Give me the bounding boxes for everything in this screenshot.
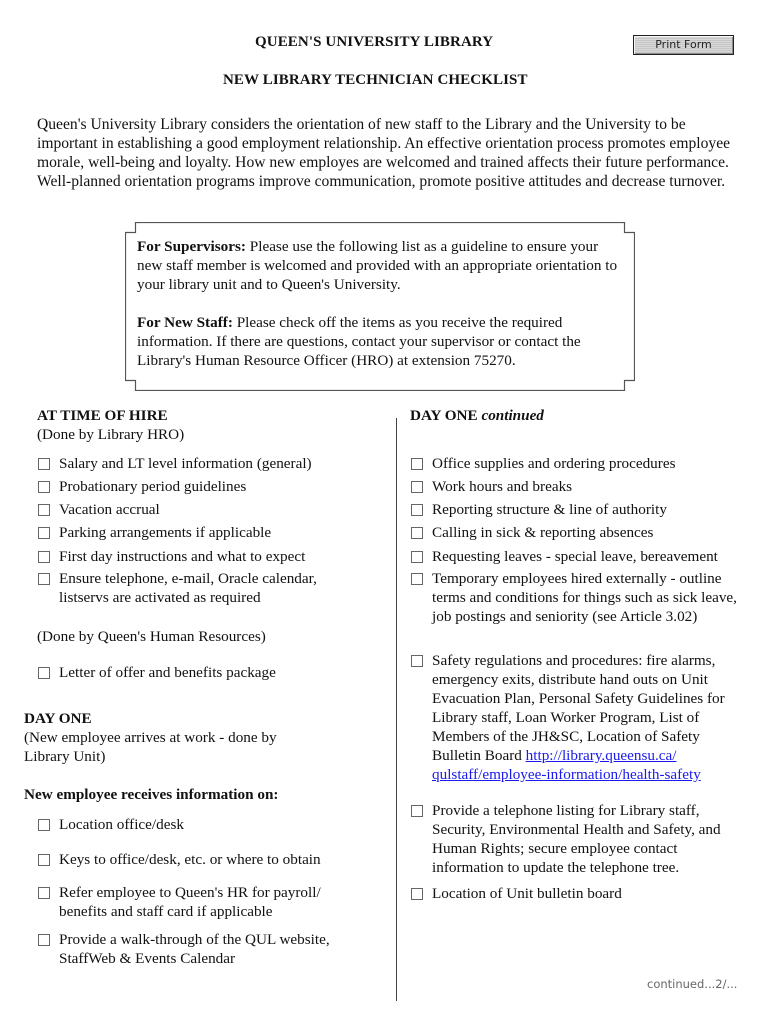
hr-subheading: (Done by Queen's Human Resources) [37, 628, 266, 645]
checkbox[interactable] [38, 934, 50, 946]
hire-heading: AT TIME OF HIRE [37, 407, 168, 424]
checklist-item: Salary and LT level information (general) [38, 454, 368, 473]
checkbox[interactable] [38, 504, 50, 516]
checkbox[interactable] [411, 458, 423, 470]
instructions-box [125, 222, 635, 391]
new-staff-text: Please check off the items as you receive the required information. If there are questions, contact your supervisor or contact the Library's Human Resource Officer (HRO) at extension 75270. [137, 314, 581, 369]
print-form-button[interactable]: Print Form [633, 35, 734, 55]
checklist-item: Ensure telephone, e-mail, Oracle calendar, listservs are activated as required [38, 569, 368, 607]
checklist-item: Parking arrangements if applicable [38, 523, 368, 542]
checklist-item: Requesting leaves - special leave, bereavement [411, 547, 756, 566]
checklist-item: Office supplies and ordering procedures [411, 454, 751, 473]
checklist-item: Calling in sick & reporting absences [411, 523, 751, 542]
checklist-item: Temporary employees hired externally - outline terms and conditions for things such as sick leave, job postings and seniority (see Article 3.02) [411, 569, 751, 626]
intro-paragraph: Queen's University Library considers the orientation of new staff to the Library and the University to be important in establishing a good employment relationship. An effective orientation process promotes employee morale, well-being and loyalty. How new employes are welcomed and trained affects their future performance. Well-planned orientation programs improve communication, promote positive attitudes and decrease turnover. [37, 116, 731, 190]
continued-italic: continued [481, 407, 544, 424]
checkbox[interactable] [38, 551, 50, 563]
checklist-item: Keys to office/desk, etc. or where to obtain [38, 850, 368, 869]
checkbox[interactable] [38, 527, 50, 539]
checkbox[interactable] [411, 481, 423, 493]
checklist-item: Probationary period guidelines [38, 477, 368, 496]
checkbox[interactable] [411, 527, 423, 539]
checklist-item: First day instructions and what to expect [38, 547, 368, 566]
checklist-item: Location office/desk [38, 815, 368, 834]
hire-subheading: (Done by Library HRO) [37, 426, 185, 443]
checkbox[interactable] [411, 805, 423, 817]
checklist-item: Reporting structure & line of authority [411, 500, 751, 519]
checklist-item: Vacation accrual [38, 500, 368, 519]
supervisors-text: Please use the following list as a guideline to ensure your new staff member is welcomed and provided with an appropriate orientation to your library unit and to Queen's University. [137, 238, 618, 293]
new-staff-note [137, 313, 627, 370]
new-staff-label: For New Staff: [137, 314, 233, 331]
org-title: QUEEN'S UNIVERSITY LIBRARY [255, 34, 494, 50]
checkbox[interactable] [38, 887, 50, 899]
form-title: NEW LIBRARY TECHNICIAN CHECKLIST [223, 72, 528, 88]
checkbox[interactable] [38, 854, 50, 866]
continued-page-note: continued...2/... [647, 977, 738, 991]
checklist-item: Location of Unit bulletin board [411, 884, 741, 903]
checkbox[interactable] [38, 481, 50, 493]
day-one-subheading: (New employee arrives at work - done by Library Unit) [24, 729, 277, 765]
checkbox[interactable] [411, 551, 423, 563]
checkbox[interactable] [38, 667, 50, 679]
checkbox[interactable] [411, 504, 423, 516]
checkbox[interactable] [411, 573, 423, 585]
health-safety-link[interactable]: http://library.queensu.ca/ qulstaff/employee-information/health-safety [432, 747, 701, 783]
day-one-heading: DAY ONE [24, 710, 92, 727]
supervisors-label: For Supervisors: [137, 238, 246, 255]
checkbox[interactable] [38, 573, 50, 585]
day-one-continued-heading: DAY ONE continued [410, 407, 544, 424]
checklist-item: Refer employee to Queen's HR for payroll/ benefits and staff card if applicable [38, 883, 348, 921]
checklist-item: Provide a walk-through of the QUL website, StaffWeb & Events Calendar [38, 930, 368, 968]
column-divider [396, 418, 397, 1001]
checkbox[interactable] [38, 458, 50, 470]
checkbox[interactable] [411, 655, 423, 667]
supervisors-note [137, 237, 627, 294]
checklist-item: Work hours and breaks [411, 477, 751, 496]
checklist-item-safety: Safety regulations and procedures: fire alarms, emergency exits, distribute hand outs on Unit Evacuation Plan, Personal Safety Guidelines for Library staff, Loan Worker Program, List of Members of the JH&SC, Location of Safety Bulletin Board http://library.queensu.ca/ qulstaff/employee-information/health-safety [411, 651, 751, 784]
checklist-item: Provide a telephone listing for Library staff, Security, Environmental Health and Safety, and Human Rights; secure employee contact information to update the telephone tree. [411, 801, 741, 877]
checklist-item: Letter of offer and benefits package [38, 663, 368, 682]
checkbox[interactable] [38, 819, 50, 831]
checkbox[interactable] [411, 888, 423, 900]
receives-heading: New employee receives information on: [24, 786, 279, 803]
